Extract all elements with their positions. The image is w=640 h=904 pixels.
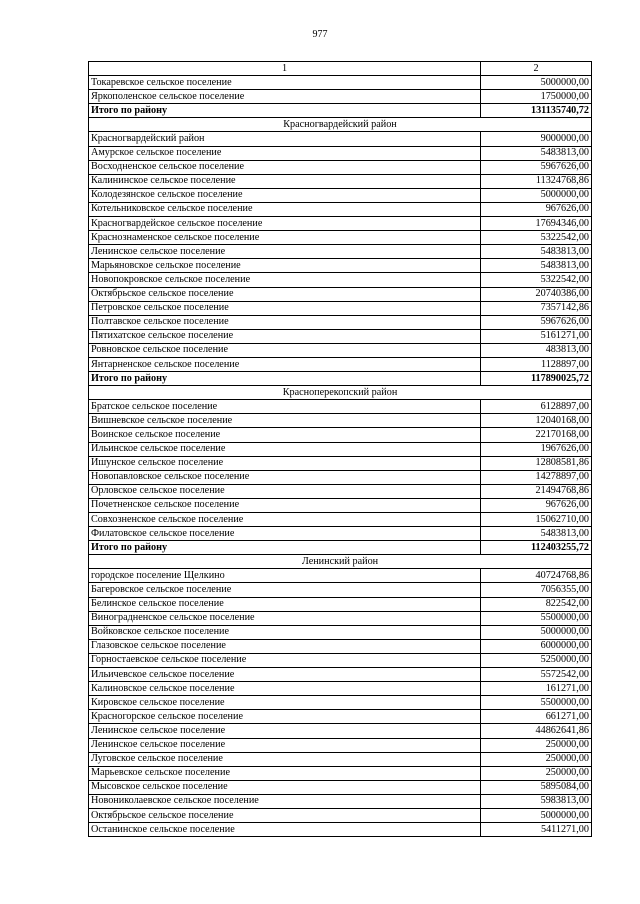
table-row (89, 217, 592, 231)
table-row (89, 456, 592, 470)
table-row (89, 329, 592, 343)
total-row (89, 372, 592, 386)
amount: 5483813,00 (481, 146, 592, 160)
amount: 5483813,00 (481, 259, 592, 273)
settlement-name: Полтавское сельское поселение (89, 315, 481, 329)
settlement-name: Луговское сельское поселение (89, 752, 481, 766)
settlement-name: Котельниковское сельское поселение (89, 202, 481, 216)
amount: 5411271,00 (481, 823, 592, 837)
settlement-name: Орловское сельское поселение (89, 484, 481, 498)
table-row (89, 724, 592, 738)
amount: 22170168,00 (481, 428, 592, 442)
settlement-name: Глазовское сельское поселение (89, 639, 481, 653)
table-row (89, 653, 592, 667)
settlement-name: Калининское сельское поселение (89, 174, 481, 188)
settlement-name: Токаревское сельское поселение (89, 76, 481, 90)
settlement-name: Красногорское сельское поселение (89, 710, 481, 724)
settlement-name: Ленинское сельское поселение (89, 245, 481, 259)
amount: 15062710,00 (481, 513, 592, 527)
table-row (89, 668, 592, 682)
settlement-name: Войковское сельское поселение (89, 625, 481, 639)
settlement-name: Янтарненское сельское поселение (89, 357, 481, 371)
section-header-row (89, 386, 592, 400)
table-row (89, 710, 592, 724)
settlement-name: Совхозненское сельское поселение (89, 513, 481, 527)
table-row (89, 287, 592, 301)
settlement-name: Красногвардейское сельское поселение (89, 217, 481, 231)
settlement-name: Белинское сельское поселение (89, 597, 481, 611)
amount: 5000000,00 (481, 808, 592, 822)
amount: 5161271,00 (481, 329, 592, 343)
total-row (89, 104, 592, 118)
settlement-name: Петровское сельское поселение (89, 301, 481, 315)
amount: 1750000,00 (481, 90, 592, 104)
settlement-name: Ишунское сельское поселение (89, 456, 481, 470)
settlement-name: Красногвардейский район (89, 132, 481, 146)
settlement-name: Ильинское сельское поселение (89, 442, 481, 456)
amount: 6000000,00 (481, 639, 592, 653)
table-row (89, 569, 592, 583)
amount: 7357142,86 (481, 301, 592, 315)
table-row (89, 766, 592, 780)
settlement-name: Калиновское сельское поселение (89, 682, 481, 696)
table-row (89, 484, 592, 498)
amount: 250000,00 (481, 738, 592, 752)
total-label: Итого по району (89, 541, 481, 555)
settlement-name: Пятихатское сельское поселение (89, 329, 481, 343)
amount: 5572542,00 (481, 668, 592, 682)
table-row (89, 273, 592, 287)
total-label: Итого по району (89, 372, 481, 386)
section-title: Красноперекопский район (89, 386, 592, 400)
amount: 661271,00 (481, 710, 592, 724)
table-row (89, 583, 592, 597)
amount: 17694346,00 (481, 217, 592, 231)
table-row (89, 625, 592, 639)
header-col-2: 2 (481, 62, 592, 76)
table-row (89, 301, 592, 315)
settlement-name: Ильичевское сельское поселение (89, 668, 481, 682)
amount: 5500000,00 (481, 696, 592, 710)
settlement-name: Вишневское сельское поселение (89, 414, 481, 428)
table-row (89, 611, 592, 625)
total-amount: 117890025,72 (481, 372, 592, 386)
section-title: Ленинский район (89, 555, 592, 569)
section-header-row (89, 555, 592, 569)
table-row (89, 470, 592, 484)
settlement-name: Восходненское сельское поселение (89, 160, 481, 174)
amount: 5322542,00 (481, 273, 592, 287)
settlement-name: Новопокровское сельское поселение (89, 273, 481, 287)
table-row (89, 696, 592, 710)
header-col-1: 1 (89, 62, 481, 76)
amount: 11324768,86 (481, 174, 592, 188)
amount: 6128897,00 (481, 400, 592, 414)
settlement-name: Кировское сельское поселение (89, 696, 481, 710)
amount: 5000000,00 (481, 188, 592, 202)
settlement-name: Колодезянское сельское поселение (89, 188, 481, 202)
amount: 5895084,00 (481, 780, 592, 794)
table-body (89, 76, 592, 837)
amount: 5000000,00 (481, 625, 592, 639)
table-row (89, 245, 592, 259)
amount: 40724768,86 (481, 569, 592, 583)
table-row (89, 76, 592, 90)
settlement-name: Марьевское сельское поселение (89, 766, 481, 780)
table-row (89, 315, 592, 329)
table-row (89, 146, 592, 160)
amount: 44862641,86 (481, 724, 592, 738)
table-row (89, 132, 592, 146)
amount: 161271,00 (481, 682, 592, 696)
table-row (89, 527, 592, 541)
total-amount: 131135740,72 (481, 104, 592, 118)
amount: 5967626,00 (481, 315, 592, 329)
table-row (89, 794, 592, 808)
amount: 5000000,00 (481, 76, 592, 90)
settlement-name: Братское сельское поселение (89, 400, 481, 414)
total-label: Итого по району (89, 104, 481, 118)
settlement-name: Ленинское сельское поселение (89, 738, 481, 752)
settlement-name: Новониколаевское сельское поселение (89, 794, 481, 808)
section-header-row (89, 118, 592, 132)
table-row (89, 597, 592, 611)
amount: 250000,00 (481, 766, 592, 780)
settlement-name: Филатовское сельское поселение (89, 527, 481, 541)
settlement-name: Мысовское сельское поселение (89, 780, 481, 794)
settlement-name: Ленинское сельское поселение (89, 724, 481, 738)
settlement-name: Октябрьское сельское поселение (89, 808, 481, 822)
amount: 967626,00 (481, 498, 592, 512)
amount: 14278897,00 (481, 470, 592, 484)
amount: 21494768,86 (481, 484, 592, 498)
settlement-name: Амурское сельское поселение (89, 146, 481, 160)
amount: 1967626,00 (481, 442, 592, 456)
table-row (89, 428, 592, 442)
amount: 7056355,00 (481, 583, 592, 597)
table-row (89, 414, 592, 428)
amount: 483813,00 (481, 343, 592, 357)
settlement-name: Новопавловское сельское поселение (89, 470, 481, 484)
table-row (89, 823, 592, 837)
total-amount: 112403255,72 (481, 541, 592, 555)
settlement-name: Останинское сельское поселение (89, 823, 481, 837)
amount: 5500000,00 (481, 611, 592, 625)
table-row (89, 160, 592, 174)
table-row (89, 202, 592, 216)
budget-table (88, 61, 592, 837)
total-row (89, 541, 592, 555)
amount: 822542,00 (481, 597, 592, 611)
settlement-name: Горностаевское сельское поселение (89, 653, 481, 667)
table-row (89, 357, 592, 371)
amount: 5483813,00 (481, 527, 592, 541)
settlement-name: Яркополенское сельское поселение (89, 90, 481, 104)
amount: 12040168,00 (481, 414, 592, 428)
amount: 5983813,00 (481, 794, 592, 808)
amount: 5967626,00 (481, 160, 592, 174)
table-row (89, 682, 592, 696)
settlement-name: Марьяновское сельское поселение (89, 259, 481, 273)
table-row (89, 259, 592, 273)
amount: 9000000,00 (481, 132, 592, 146)
amount: 967626,00 (481, 202, 592, 216)
table-row (89, 90, 592, 104)
table-row (89, 174, 592, 188)
amount: 5322542,00 (481, 231, 592, 245)
amount: 5250000,00 (481, 653, 592, 667)
settlement-name: Воинское сельское поселение (89, 428, 481, 442)
settlement-name: Багеровское сельское поселение (89, 583, 481, 597)
table-row (89, 498, 592, 512)
table-row (89, 780, 592, 794)
amount: 250000,00 (481, 752, 592, 766)
amount: 12808581,86 (481, 456, 592, 470)
table-row (89, 442, 592, 456)
header-row (89, 62, 592, 76)
amount: 1128897,00 (481, 357, 592, 371)
settlement-name: Ровновское сельское поселение (89, 343, 481, 357)
settlement-name: Краснознаменское сельское поселение (89, 231, 481, 245)
page-number: 977 (312, 29, 328, 40)
settlement-name: городское поселение Щелкино (89, 569, 481, 583)
table-row (89, 188, 592, 202)
table-row (89, 738, 592, 752)
table-row (89, 400, 592, 414)
table-row (89, 808, 592, 822)
amount: 5483813,00 (481, 245, 592, 259)
settlement-name: Почетненское сельское поселение (89, 498, 481, 512)
table-row (89, 752, 592, 766)
settlement-name: Виноградненское сельское поселение (89, 611, 481, 625)
table-row (89, 343, 592, 357)
amount: 20740386,00 (481, 287, 592, 301)
table-row (89, 639, 592, 653)
section-title: Красногвардейский район (89, 118, 592, 132)
settlement-name: Октябрьское сельское поселение (89, 287, 481, 301)
table-row (89, 231, 592, 245)
table-row (89, 513, 592, 527)
